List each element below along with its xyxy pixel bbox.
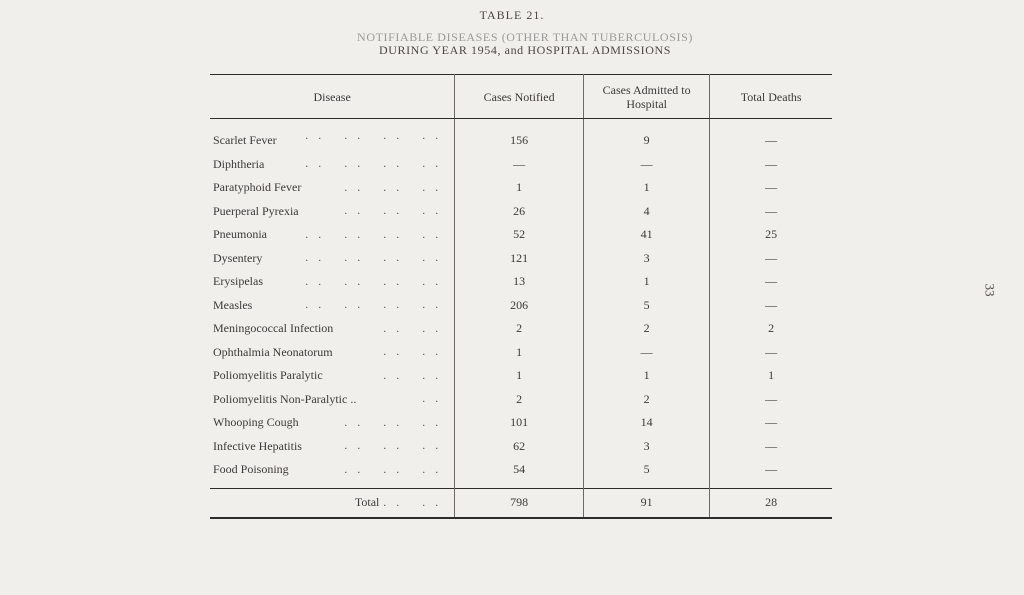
total-notified: 798	[455, 488, 584, 518]
table-row	[210, 317, 832, 341]
leader-dots: ..	[422, 391, 449, 405]
table-row	[210, 200, 832, 224]
table-row	[210, 364, 832, 388]
cases-notified-cell: 2	[455, 388, 584, 412]
disease-name: Diphtheria	[213, 156, 265, 171]
total-deaths-cell: —	[765, 180, 778, 195]
table-row	[210, 341, 832, 365]
disease-name: Paratyphoid Fever	[213, 180, 302, 195]
table-body	[210, 119, 832, 489]
total-admitted: 91	[583, 488, 709, 518]
total-deaths-cell: 1	[768, 368, 775, 383]
table-row	[210, 411, 832, 435]
table-title-line1: NOTIFIABLE DISEASES (OTHER THAN TUBERCULOSIS)	[357, 30, 693, 44]
disease-cell	[210, 317, 455, 341]
table-row	[210, 388, 832, 412]
cases-notified-cell: 121	[455, 247, 584, 271]
disease-name: Measles	[213, 297, 253, 312]
table-row	[210, 435, 832, 459]
total-deaths-cell: —	[765, 391, 778, 406]
cases-notified-cell: 156	[455, 119, 584, 153]
cases-admitted-cell: 5	[583, 294, 709, 318]
total-deaths-cell: —	[765, 344, 778, 359]
cases-notified-cell: 2	[455, 317, 584, 341]
column-header-cases-admitted: Cases Admitted to Hospital	[583, 75, 709, 119]
table-row	[210, 153, 832, 177]
total-deaths: 28	[710, 488, 832, 518]
total-deaths-cell: —	[765, 133, 778, 148]
disease-name: Ophthalmia Neonatorum	[213, 344, 333, 359]
cases-notified-cell: 52	[455, 223, 584, 247]
table-row	[210, 119, 832, 153]
disease-name: Erysipelas	[213, 274, 263, 289]
leader-dots: .. ..	[383, 494, 449, 509]
cases-admitted-cell: 4	[583, 200, 709, 224]
total-deaths-cell: 25	[765, 227, 778, 242]
cases-notified-cell: 26	[455, 200, 584, 224]
table-header-row	[210, 75, 832, 119]
disease-cell	[210, 364, 455, 388]
cases-notified-cell: 54	[455, 458, 584, 482]
disease-name: Poliomyelitis Paralytic	[213, 368, 323, 383]
cases-notified-cell: 101	[455, 411, 584, 435]
cases-notified-cell: 1	[455, 364, 584, 388]
disease-name: Food Poisoning	[213, 462, 289, 477]
leader-dots: .. .. .. ..	[305, 250, 449, 264]
disease-cell	[210, 270, 455, 294]
table-row	[210, 458, 832, 482]
leader-dots: .. .. ..	[344, 414, 449, 429]
leader-dots: .. .. .. ..	[305, 226, 449, 241]
disease-cell	[210, 200, 455, 224]
disease-cell	[210, 411, 455, 435]
disease-name: Dysentery	[213, 250, 263, 265]
cases-admitted-cell: 2	[583, 317, 709, 341]
cases-notified-cell: 1	[455, 341, 584, 365]
total-deaths-cell: —	[765, 462, 778, 477]
disease-name: Scarlet Fever	[213, 133, 277, 148]
cases-admitted-cell: 2	[583, 388, 709, 412]
disease-name: Pneumonia	[213, 227, 267, 242]
leader-dots: .. ..	[383, 344, 449, 358]
leader-dots: .. .. ..	[344, 461, 449, 476]
disease-cell	[210, 247, 455, 271]
cases-admitted-cell: 41	[583, 223, 709, 247]
disease-cell	[210, 341, 455, 365]
cases-admitted-cell: 3	[583, 435, 709, 459]
total-deaths-cell: —	[765, 297, 778, 312]
total-deaths-cell: —	[765, 274, 778, 289]
leader-dots: .. .. .. ..	[305, 156, 449, 170]
column-header-total-deaths: Total Deaths	[710, 75, 832, 119]
diseases-table	[210, 74, 832, 519]
table-row	[210, 247, 832, 271]
table-row	[210, 294, 832, 318]
column-header-disease: Disease	[210, 75, 455, 119]
page-number: 33	[982, 283, 998, 297]
leader-dots: .. .. .. ..	[305, 273, 449, 288]
column-header-cases-notified: Cases Notified	[455, 75, 584, 119]
disease-name: Poliomyelitis Non-Paralytic ..	[213, 391, 357, 406]
leader-dots: .. ..	[383, 320, 449, 335]
cases-notified-cell: —	[455, 153, 584, 177]
disease-cell	[210, 176, 455, 200]
disease-cell	[210, 153, 455, 177]
cases-admitted-cell: 9	[583, 119, 709, 153]
leader-dots: .. ..	[383, 367, 449, 382]
total-row	[210, 488, 832, 518]
cases-notified-cell: 206	[455, 294, 584, 318]
cases-admitted-cell: 1	[583, 364, 709, 388]
disease-cell	[210, 119, 455, 153]
cases-admitted-cell: 1	[583, 270, 709, 294]
total-label-cell	[210, 488, 455, 518]
disease-cell	[210, 435, 455, 459]
total-deaths-cell: 2	[768, 321, 775, 336]
disease-cell	[210, 223, 455, 247]
table-row	[210, 176, 832, 200]
leader-dots: .. .. .. ..	[305, 297, 449, 311]
cases-notified-cell: 13	[455, 270, 584, 294]
cases-admitted-cell: 3	[583, 247, 709, 271]
total-label: Total	[354, 495, 380, 509]
table-title	[0, 31, 1024, 57]
cases-notified-cell: 1	[455, 176, 584, 200]
leader-dots: .. .. ..	[344, 203, 449, 217]
disease-cell	[210, 458, 455, 482]
leader-dots: .. .. ..	[344, 438, 449, 452]
total-deaths-cell: —	[765, 250, 778, 265]
cases-admitted-cell: 5	[583, 458, 709, 482]
disease-name: Meningococcal Infection	[213, 321, 334, 336]
leader-dots: .. .. .. ..	[305, 127, 449, 142]
disease-name: Whooping Cough	[213, 415, 299, 430]
total-deaths-cell: —	[765, 156, 778, 171]
table-title-line2: DURING YEAR 1954, and HOSPITAL ADMISSIONS	[378, 43, 672, 57]
disease-name: Infective Hepatitis	[213, 438, 302, 453]
disease-cell	[210, 294, 455, 318]
disease-cell	[210, 388, 455, 412]
table-number: TABLE 21.	[479, 8, 545, 22]
total-deaths-cell: —	[765, 438, 778, 453]
cases-admitted-cell: 14	[583, 411, 709, 435]
total-deaths-cell: —	[765, 203, 778, 218]
disease-name: Puerperal Pyrexia	[213, 203, 299, 218]
leader-dots: .. .. ..	[344, 179, 449, 194]
cases-notified-cell: 62	[455, 435, 584, 459]
total-deaths-cell: —	[765, 415, 778, 430]
cases-admitted-cell: —	[583, 341, 709, 365]
table-row	[210, 223, 832, 247]
cases-admitted-cell: 1	[583, 176, 709, 200]
cases-admitted-cell: —	[583, 153, 709, 177]
table-row	[210, 270, 832, 294]
